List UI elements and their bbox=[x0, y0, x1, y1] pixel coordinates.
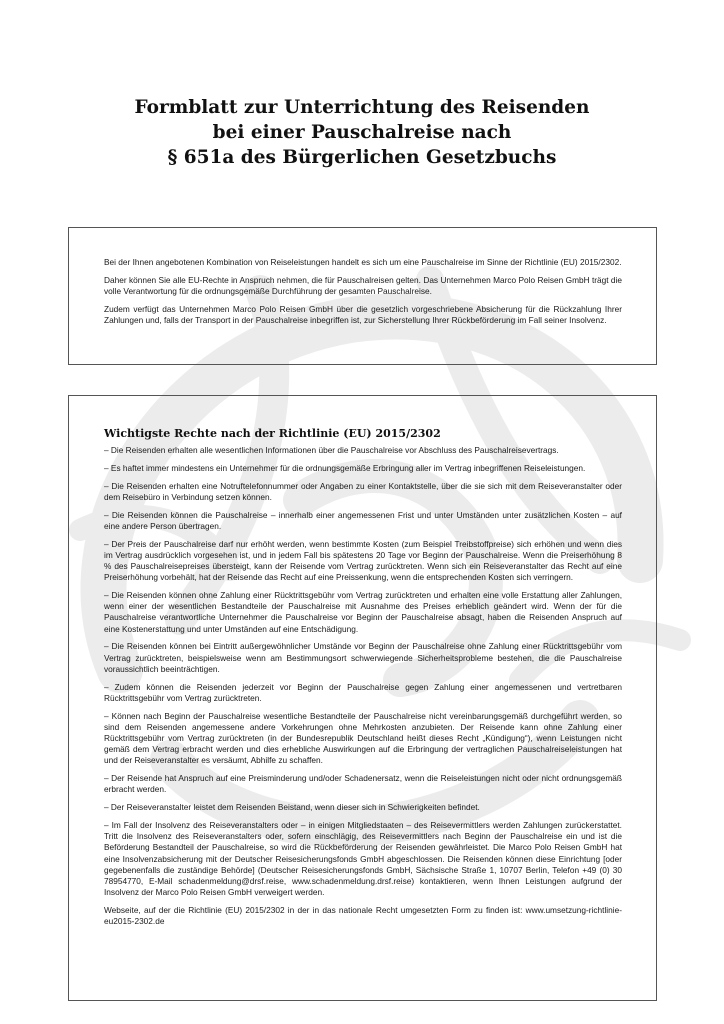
intro-paragraph: Bei der Ihnen angebotenen Kombination von Reiseleistungen handelt es sich um eine Pauschalreise im Sinne der Richtlinie (EU) 2015/2302. bbox=[104, 257, 622, 267]
rights-item: – Der Reisende hat Anspruch auf eine Preisminderung und/oder Schadenersatz, wenn die Reiseleistungen nicht oder nicht ordnungsgemäß erbracht werden. bbox=[104, 773, 622, 795]
intro-box bbox=[68, 227, 657, 365]
rights-heading: Wichtigste Rechte nach der Richtlinie (EU) 2015/2302 bbox=[104, 427, 441, 440]
intro-paragraph: Zudem verfügt das Unternehmen Marco Polo Reisen GmbH über die gesetzlich vorgeschriebene Absicherung für die Rückzahlung Ihrer Zahlungen und, falls der Transport in der Pauschalreise inbegriffen ist, zur Sicherstellung Ihrer Rückbeförderung im Fall seiner Insolvenz. bbox=[104, 303, 622, 325]
rights-item: – Der Reiseveranstalter leistet dem Reisenden Beistand, wenn dieser sich in Schwierigkeiten befindet. bbox=[104, 802, 480, 813]
rights-item: – Die Reisenden erhalten eine Notruftelefonnummer oder Angaben zu einer Kontaktstelle, über die sie sich mit dem Reiseveranstalter oder dem Reisebüro in Verbindung setzen können. bbox=[104, 480, 622, 502]
rights-item: – Die Reisenden erhalten alle wesentlichen Informationen über die Pauschalreise vor Abschluss des Pauschalreisevertrags. bbox=[104, 445, 559, 455]
rights-item: – Es haftet immer mindestens ein Unternehmer für die ordnungsgemäße Erbringung aller im Vertrag inbegriffenen Reiseleistungen. bbox=[104, 462, 586, 473]
rights-item: – Die Reisenden können die Pauschalreise – innerhalb einer angemessenen Frist und unter Umständen unter zusätzlichen Kosten – auf eine andere Person übertragen. bbox=[104, 509, 622, 531]
intro-paragraph: Daher können Sie alle EU-Rechte in Anspruch nehmen, die für Pauschalreisen gelten. Das Unternehmen Marco Polo Reisen GmbH trägt die volle Verantwortung für die ordnungsgemäße Durchführung der gesamten Pauschalreise. bbox=[104, 274, 622, 296]
title-line: § 651a des Bürgerlichen Gesetzbuchs bbox=[167, 147, 557, 168]
rights-item: – Zudem können die Reisenden jederzeit vor Beginn der Pauschalreise gegen Zahlung einer angemessenen und vertretbaren Rücktrittsgebühr vom Vertrag zurücktreten. bbox=[104, 681, 622, 703]
title-line: Formblatt zur Unterrichtung des Reisenden bbox=[134, 97, 590, 118]
rights-item: – Der Preis der Pauschalreise darf nur erhöht werden, wenn bestimmte Kosten (zum Beispiel Treibstoffpreise) sich erhöhen und wenn dies im Vertrag ausdrücklich vorgesehen ist, und in jedem Fall bis spätestens 20 Tage vor Beginn der Pauschalreise. Wenn die Preiserhöhung 8 % des Pauschalreisepreises übersteigt, kann der Reisende vom Vertrag zurücktreten. Wenn sich ein Reiseveranstalter das Recht auf eine Preiserhöhung vorbehält, hat der Reisende das Recht auf eine Preissenkung, wenn die entsprechenden Kosten sich verringern. bbox=[104, 538, 622, 583]
rights-item: – Die Reisenden können ohne Zahlung einer Rücktrittsgebühr vom Vertrag zurücktreten und erhalten eine volle Erstattung aller Zahlungen, wenn einer der wesentlichen Bestandteile der Pauschalreise mit Ausnahme des Preises erheblich geändert wird. Wenn der für die Pauschalreise verantwortliche Unternehmer die Pauschalreise vor Beginn der Pauschalreise absagt, haben die Reisenden Anspruch auf eine Kostenerstattung und unter Umständen auf eine Entschädigung. bbox=[104, 590, 622, 634]
title-line: bei einer Pauschalreise nach bbox=[212, 122, 512, 143]
form-title bbox=[0, 95, 724, 170]
rights-item: – Die Reisenden können bei Eintritt außergewöhnlicher Umstände vor Beginn der Pauschalreise ohne Zahlung einer Rücktrittsgebühr vom Vertrag zurücktreten, beispielsweise wenn am Bestimmungsort schwerwiegende Sicherheitsprobleme bestehen, die die Pauschalreise voraussichtlich beeinträchtigen. bbox=[104, 641, 622, 674]
website-reference: Webseite, auf der die Richtlinie (EU) 2015/2302 in der in das nationale Recht umgesetzten Form zu finden ist: www.umsetzung-richtlinie-eu2015-2302.de bbox=[104, 905, 622, 927]
rights-item: – Im Fall der Insolvenz des Reiseveranstalters oder – in einigen Mitgliedstaaten – des Reisevermittlers werden Zahlungen zurückerstattet. Tritt die Insolvenz des Reiseveranstalters oder, sofern einschlägig, des Reisevermittlers nach Beginn der Pauschalreise ein und ist die Beförderung Bestandteil der Pauschalreise, so wird die Rückbeförderung der Reisenden gewährleistet. Die Marco Polo Reisen GmbH hat eine Insolvenzabsicherung mit der Deutscher Reisesicherungsfonds GmbH abgeschlossen. Die Reisenden können diese Einrichtung [oder gegebenenfalls die zuständige Behörde] (Deutscher Reisesicherungsfonds GmbH, Sächsische Straße 1, 10707 Berlin, Telefon +49 (0) 30 78954770, E-Mail schadenmeldung@drsf.reise, www.schadenmeldung.drsf.reise) kontaktieren, wenn Ihnen Leistungen aufgrund der Insolvenz der Marco Polo Reisen GmbH verweigert werden. bbox=[104, 820, 622, 898]
rights-box bbox=[68, 395, 657, 1001]
rights-item: – Können nach Beginn der Pauschalreise wesentliche Bestandteile der Pauschalreise nicht vereinbarungsgemäß durchgeführt werden, so sind dem Reisenden angemessene andere Vorkehrungen ohne Mehrkosten anzubieten. Der Reisende kann ohne Zahlung einer Rücktrittsgebühr vom Vertrag zurücktreten (in der Bundesrepublik Deutschland heißt dieses Recht „Kündigung“), wenn Leistungen nicht gemäß dem Vertrag erbracht werden und dies erhebliche Auswirkungen auf die Erbringung der vertraglichen Pauschalreiseleistungen hat und der Reiseveranstalter es versäumt, Abhilfe zu schaffen. bbox=[104, 710, 622, 766]
